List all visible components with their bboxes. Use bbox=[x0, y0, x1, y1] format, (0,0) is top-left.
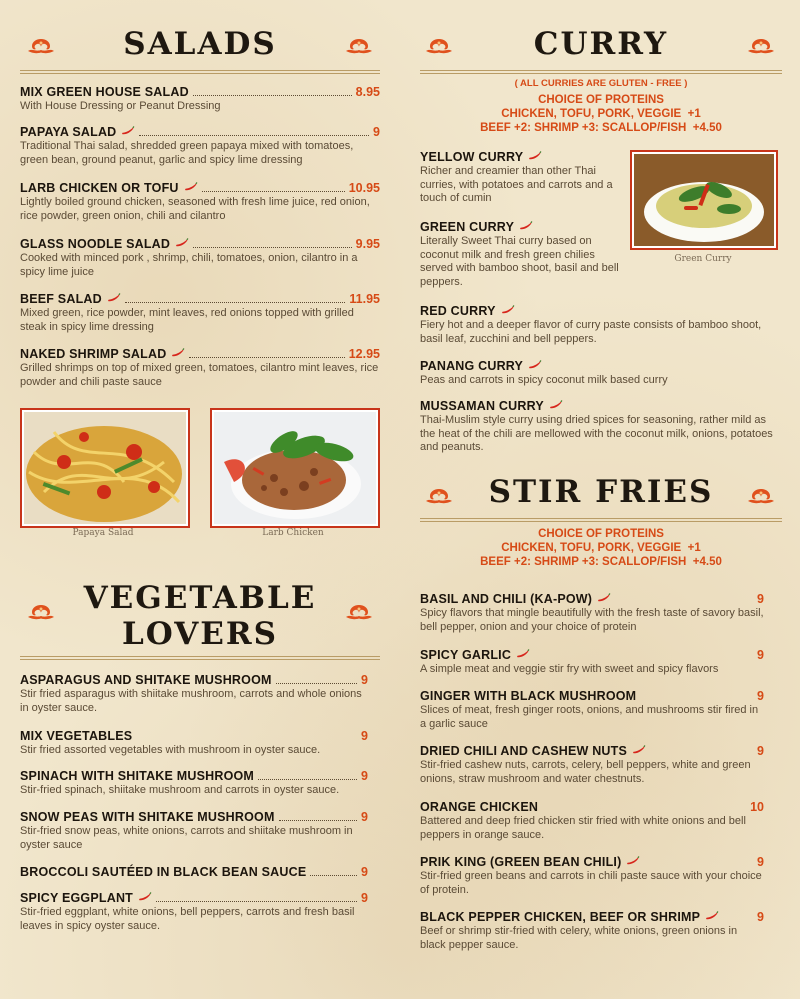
protein-price: +4.50 bbox=[692, 556, 722, 568]
item-description: Battered and deep fried chicken stir fried with white onions and bell peppers in orange sauce. bbox=[420, 815, 746, 841]
item-price: 11.95 bbox=[349, 292, 380, 306]
item-name: MUSSAMAN CURRY bbox=[420, 399, 544, 413]
chili-icon bbox=[121, 126, 135, 136]
protein-price: +3 bbox=[581, 556, 595, 568]
protein-price: +4.50 bbox=[692, 122, 722, 134]
list-item[interactable] bbox=[20, 810, 368, 852]
item-description: Stir-fried snow peas, white onions, carrots and shiitake mushroom in oyster sauce bbox=[20, 825, 353, 851]
list-item[interactable] bbox=[420, 800, 764, 842]
leader-dots bbox=[279, 820, 357, 821]
chili-icon bbox=[107, 293, 121, 303]
chili-icon bbox=[184, 182, 198, 192]
protein-name: SHRIMP bbox=[534, 122, 579, 134]
item-name: BLACK PEPPER CHICKEN, BEEF OR SHRIMP bbox=[420, 910, 701, 924]
item-price: 9 bbox=[757, 910, 764, 924]
photo-caption: Larb Chicken bbox=[262, 528, 324, 538]
protein-price: +2 bbox=[513, 556, 528, 568]
item-description: Lightly boiled ground chicken, seasoned with fresh lime juice, red onion, rice powder, green onion, chili and cilantro bbox=[20, 196, 370, 222]
list-item[interactable] bbox=[420, 855, 764, 897]
item-price: 9 bbox=[361, 810, 368, 824]
item-name: BEEF SALAD bbox=[20, 292, 102, 306]
list-item[interactable] bbox=[420, 220, 622, 289]
chili-icon bbox=[632, 745, 646, 755]
section-title-stir-fries: STIR FRIES bbox=[488, 474, 714, 510]
list-item[interactable] bbox=[420, 689, 764, 731]
list-item[interactable] bbox=[20, 769, 368, 798]
leader-dots bbox=[125, 302, 346, 303]
larb-chicken-photo bbox=[210, 408, 380, 528]
section-title-vegetable-lovers bbox=[20, 580, 380, 652]
leader-dots bbox=[156, 901, 357, 902]
item-description: Traditional Thai salad, shredded green papaya mixed with tomatoes, green bean, ground peanut, garlic and spicy lime dressing bbox=[20, 140, 354, 166]
ornament-icon bbox=[344, 37, 374, 55]
chili-icon bbox=[528, 151, 542, 161]
item-price: 9 bbox=[757, 744, 764, 758]
item-description: Cooked with minced pork , shrimp, chili, tomatoes, onion, cilantro in a spicy lime juice bbox=[20, 252, 358, 278]
section-title-salads: SALADS bbox=[123, 26, 277, 62]
item-price: 9 bbox=[361, 769, 368, 783]
item-name: GINGER WITH BLACK MUSHROOM bbox=[420, 689, 637, 703]
item-price: 9 bbox=[757, 648, 764, 662]
chili-icon bbox=[516, 649, 530, 659]
item-description: Fiery hot and a deeper flavor of curry paste consists of bamboo shoot, basil leaf, zucchini and bell peppers. bbox=[420, 319, 762, 345]
protein-name: SCALLOP/FISH bbox=[602, 122, 687, 134]
proteins-price: +1 bbox=[687, 542, 701, 554]
ornament-icon bbox=[344, 603, 374, 621]
item-description: Stir fried assorted vegetables with mushroom in oyster sauce. bbox=[20, 744, 321, 756]
divider bbox=[20, 656, 380, 660]
item-price: 9 bbox=[361, 865, 368, 879]
item-description: Thai-Muslim style curry using dried spices for seasoning, rather mild as the heat of the chili are mellowed with the coconut milk, onions, potatoes and peanuts. bbox=[420, 414, 773, 453]
ornament-icon bbox=[746, 37, 776, 55]
ornament-icon bbox=[26, 603, 56, 621]
proteins-line bbox=[420, 541, 782, 555]
item-name: SPINACH WITH SHITAKE MUSHROOM bbox=[20, 769, 255, 783]
item-name: RED CURRY bbox=[420, 304, 496, 318]
chili-icon bbox=[705, 911, 719, 921]
protein-name: SHRIMP bbox=[534, 556, 579, 568]
ornament-icon bbox=[746, 487, 776, 505]
item-name: SNOW PEAS WITH SHITAKE MUSHROOM bbox=[20, 810, 275, 824]
chili-icon bbox=[175, 238, 189, 248]
protein-price: +2 bbox=[513, 122, 528, 134]
item-name: NAKED SHRIMP SALAD bbox=[20, 347, 167, 361]
proteins-list: CHICKEN, TOFU, PORK, VEGGIE bbox=[501, 542, 682, 554]
item-description: Stir-fried spinach, shiitake mushroom and carrots in oyster sauce. bbox=[20, 784, 340, 796]
proteins-title: CHOICE OF PROTEINS bbox=[538, 94, 664, 106]
chili-icon bbox=[626, 856, 640, 866]
list-item[interactable] bbox=[20, 125, 380, 167]
list-item[interactable] bbox=[420, 910, 764, 952]
photo-caption: Green Curry bbox=[674, 254, 732, 264]
leader-dots bbox=[189, 357, 344, 358]
item-name: PRIK KING (GREEN BEAN CHILI) bbox=[420, 855, 622, 869]
leader-dots bbox=[193, 95, 352, 96]
chili-icon bbox=[549, 400, 563, 410]
list-item[interactable] bbox=[20, 891, 368, 933]
item-price: 9 bbox=[757, 689, 764, 703]
item-description: Stir fried asparagus with shiitake mushroom, carrots and whole onions in oyster sauce. bbox=[20, 688, 362, 714]
leader-dots bbox=[139, 135, 369, 136]
proteins-line: BEEF +2: SHRIMP +3: SCALLOP/FISH +4.50 bbox=[480, 556, 722, 568]
item-price: 9 bbox=[757, 855, 764, 869]
item-name: PANANG CURRY bbox=[420, 359, 524, 373]
item-name: MIX GREEN HOUSE SALAD bbox=[20, 85, 189, 99]
chili-icon bbox=[171, 348, 185, 358]
title-line: VEGETABLE bbox=[83, 580, 317, 616]
list-item[interactable] bbox=[20, 865, 368, 879]
item-description: Grilled shrimps on top of mixed green, tomatoes, cilantro mint leaves, rice powder and chili paste sauce bbox=[20, 362, 379, 388]
list-item[interactable] bbox=[420, 150, 622, 206]
item-price: 9 bbox=[361, 729, 368, 743]
item-price: 9 bbox=[373, 125, 380, 139]
list-item[interactable] bbox=[420, 744, 764, 786]
list-item[interactable] bbox=[420, 399, 782, 455]
green-curry-photo bbox=[630, 150, 778, 250]
divider bbox=[420, 518, 782, 522]
list-item[interactable] bbox=[20, 347, 380, 389]
divider bbox=[20, 70, 380, 74]
item-price: 9 bbox=[361, 891, 368, 905]
proteins-list: CHICKEN, TOFU, PORK, VEGGIE bbox=[501, 108, 682, 120]
item-price: 9 bbox=[361, 673, 368, 687]
item-price: 12.95 bbox=[348, 347, 380, 361]
item-description: Stir-fried cashew nuts, carrots, celery, bell peppers, white and green onions, straw mushroom and water chestnuts. bbox=[420, 759, 751, 785]
item-name: MIX VEGETABLES bbox=[20, 729, 133, 743]
list-item[interactable] bbox=[420, 592, 764, 634]
chili-icon bbox=[138, 892, 152, 902]
item-description: A simple meat and veggie stir fry with sweet and spicy flavors bbox=[420, 663, 719, 675]
item-description: With House Dressing or Peanut Dressing bbox=[20, 100, 221, 112]
protein-name: SCALLOP/FISH bbox=[602, 556, 687, 568]
leader-dots bbox=[193, 247, 352, 248]
divider bbox=[420, 70, 782, 74]
proteins-line bbox=[420, 107, 782, 121]
item-description: Peas and carrots in spicy coconut milk based curry bbox=[420, 374, 668, 386]
papaya-salad-photo bbox=[20, 408, 190, 528]
item-description: Richer and creamier than other Thai curries, with potatoes and carrots and a touch of cumin bbox=[420, 165, 613, 204]
item-description: Slices of meat, fresh ginger roots, onions, and mushrooms stir fired in a garlic sauce bbox=[420, 704, 759, 730]
leader-dots bbox=[310, 875, 357, 876]
chili-icon bbox=[519, 221, 533, 231]
leader-dots bbox=[202, 191, 345, 192]
gluten-free-note: ( ALL CURRIES ARE GLUTEN - FREE ) bbox=[514, 78, 688, 89]
list-item[interactable] bbox=[20, 729, 368, 758]
title-line: LOVERS bbox=[121, 616, 279, 652]
item-name: BROCCOLI SAUTÉED IN BLACK BEAN SAUCE bbox=[20, 865, 307, 879]
item-description: Spicy flavors that mingle beautifully with the fresh taste of savory basil, bell pepper, onion and your choice of protein bbox=[420, 607, 764, 633]
list-item[interactable] bbox=[20, 181, 380, 223]
item-name: SPICY EGGPLANT bbox=[20, 891, 134, 905]
list-item[interactable] bbox=[420, 359, 782, 388]
protein-price: +3 bbox=[581, 122, 595, 134]
item-description: Stir-fried green beans and carrots in chili paste sauce with your choice of protein. bbox=[420, 870, 762, 896]
leader-dots bbox=[258, 779, 357, 780]
item-description: Stir-fried eggplant, white onions, bell peppers, carrots and fresh basil leaves in spicy oyster sauce. bbox=[20, 906, 355, 932]
chili-icon bbox=[528, 360, 542, 370]
item-name: ASPARAGUS AND SHITAKE MUSHROOM bbox=[20, 673, 272, 687]
item-name: PAPAYA SALAD bbox=[20, 125, 117, 139]
chili-icon bbox=[501, 305, 515, 315]
proteins-title: CHOICE OF PROTEINS bbox=[538, 528, 664, 540]
protein-name: BEEF bbox=[480, 556, 511, 568]
item-description: Mixed green, rice powder, mint leaves, red onions topped with grilled steak in spicy lime dressing bbox=[20, 307, 354, 333]
item-name: LARB CHICKEN OR TOFU bbox=[20, 181, 179, 195]
item-name: ORANGE CHICKEN bbox=[420, 800, 539, 814]
item-description: Beef or shrimp stir-fried with celery, white onions, green onions in black pepper sauce. bbox=[420, 925, 738, 951]
list-item[interactable] bbox=[420, 304, 782, 346]
item-price: 10.95 bbox=[348, 181, 380, 195]
list-item[interactable] bbox=[20, 237, 380, 279]
item-name: SPICY GARLIC bbox=[420, 648, 512, 662]
item-price: 10 bbox=[750, 800, 764, 814]
section-title-curry: CURRY bbox=[533, 26, 669, 62]
item-price: 9.95 bbox=[355, 237, 380, 251]
item-name: YELLOW CURRY bbox=[420, 150, 524, 164]
item-name: BASIL AND CHILI (KA-POW) bbox=[420, 592, 593, 606]
protein-name: BEEF bbox=[480, 122, 511, 134]
photo-caption: Papaya Salad bbox=[72, 528, 134, 538]
item-description: Literally Sweet Thai curry based on coconut milk and fresh green chilies served with bamboo shoot, basil and bell peppers. bbox=[420, 235, 619, 288]
list-item[interactable] bbox=[420, 648, 764, 677]
list-item[interactable] bbox=[20, 673, 368, 715]
item-name: DRIED CHILI AND CASHEW NUTS bbox=[420, 744, 628, 758]
item-price: 8.95 bbox=[355, 85, 380, 99]
list-item[interactable] bbox=[20, 85, 380, 114]
proteins-line: BEEF +2: SHRIMP +3: SCALLOP/FISH +4.50 bbox=[480, 122, 722, 134]
leader-dots bbox=[276, 683, 357, 684]
item-name: GREEN CURRY bbox=[420, 220, 515, 234]
item-name: GLASS NOODLE SALAD bbox=[20, 237, 171, 251]
item-price: 9 bbox=[757, 592, 764, 606]
list-item[interactable] bbox=[20, 292, 380, 334]
chili-icon bbox=[597, 593, 611, 603]
proteins-price: +1 bbox=[687, 108, 701, 120]
